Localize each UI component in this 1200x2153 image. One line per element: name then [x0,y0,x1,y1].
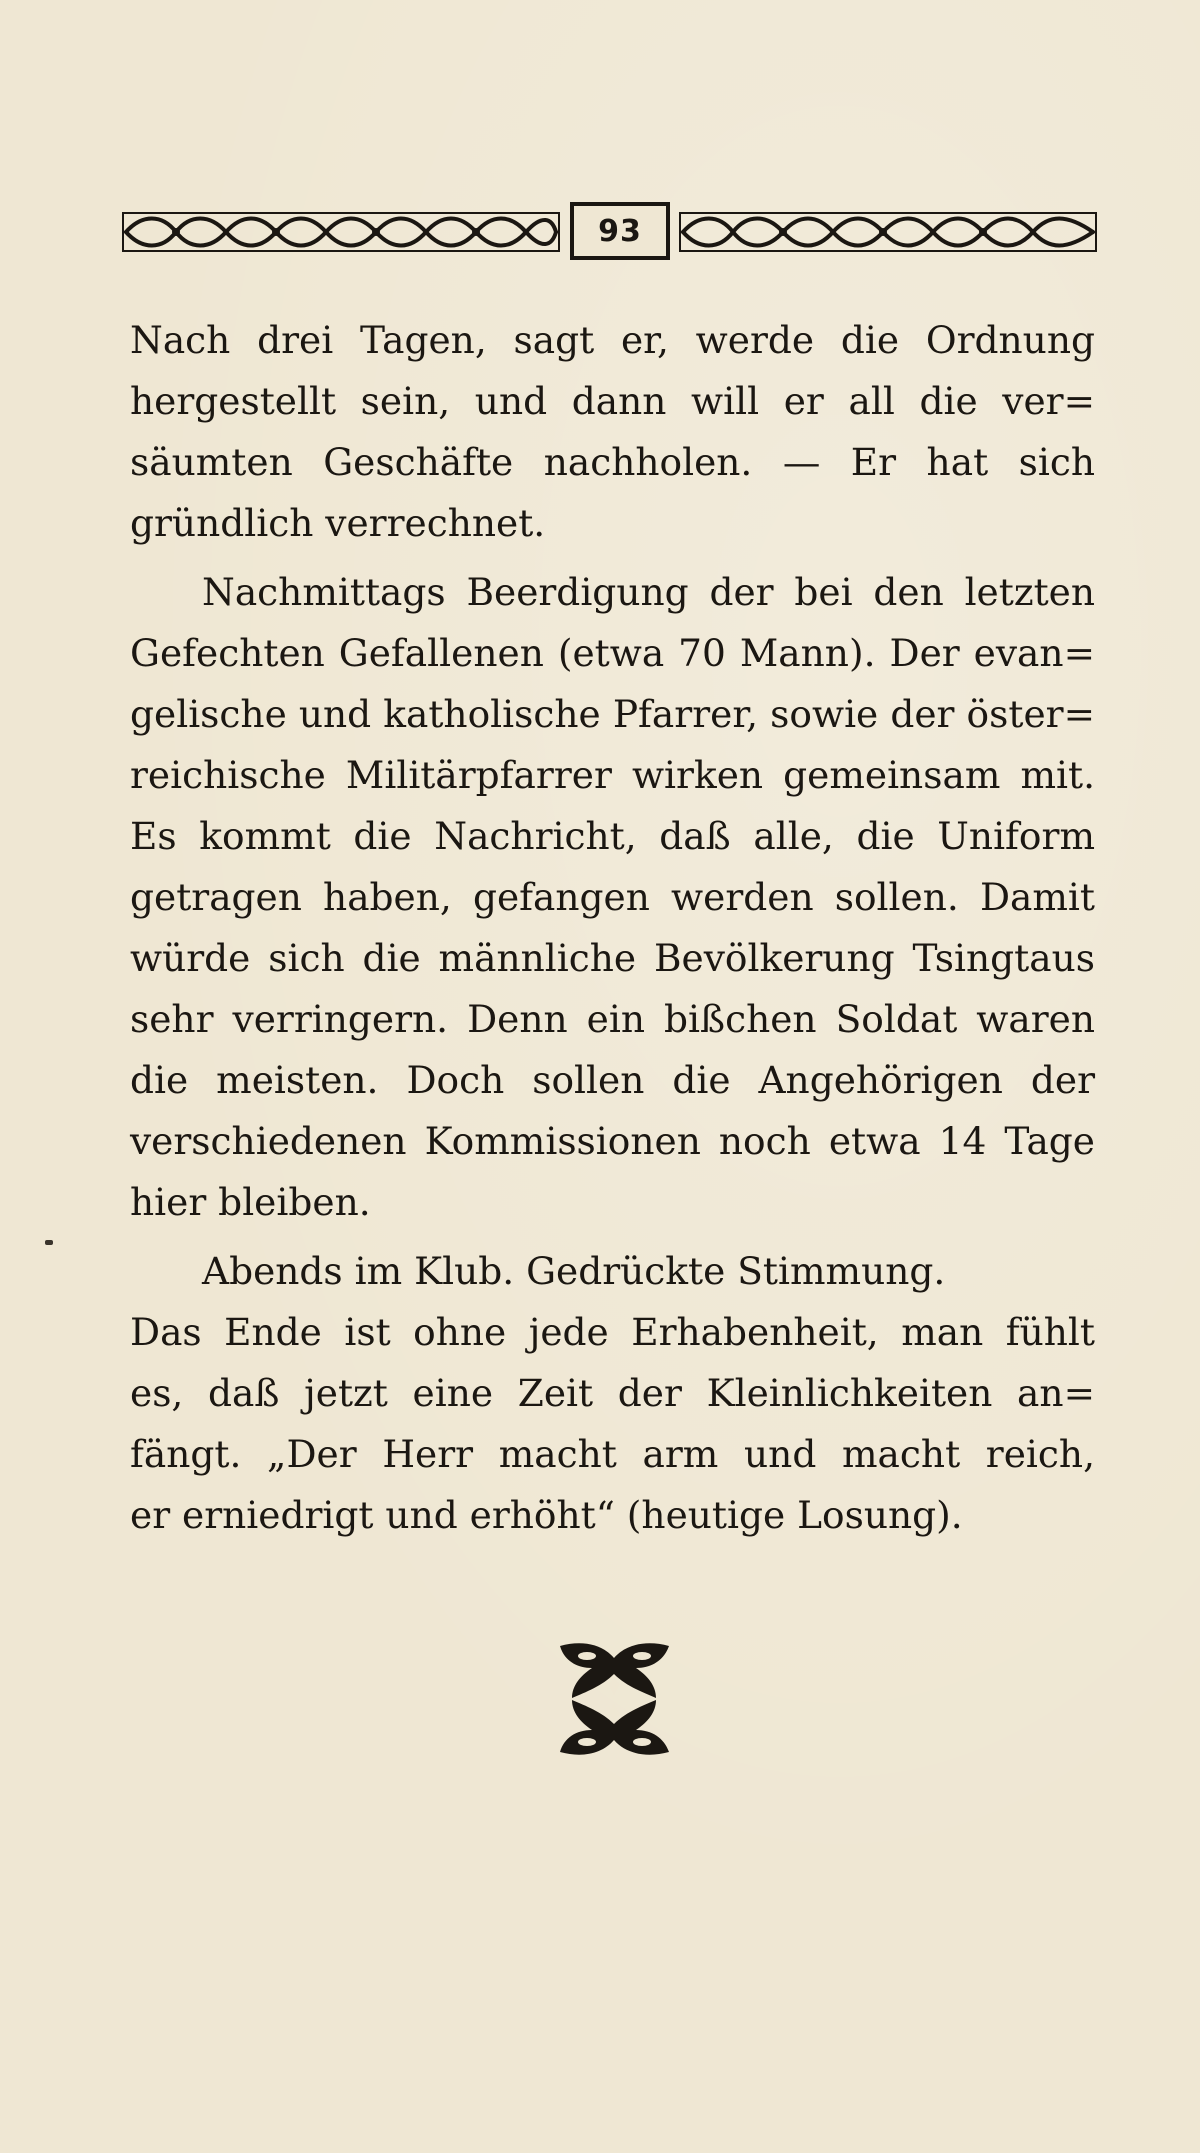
body-text [130,310,1095,1546]
text-line: gelische und katholische Pfarrer, sowie der öster= [130,692,1095,736]
paragraph-1 [130,310,1095,554]
ink-speck [45,1240,53,1245]
ornamental-border-icon [122,212,560,252]
paragraph-3 [130,1241,1095,1546]
text-line: Abends im Klub. Gedrückte Stimmung. [202,1249,946,1293]
text-line: Das Ende ist ohne jede Erhabenheit, man fühlt [130,1310,1095,1354]
text-line: Nach drei Tagen, sagt er, werde die Ordnung [130,318,1095,362]
text-line: sehr verringern. Denn ein bißchen Soldat waren [130,997,1095,1041]
text-line: Nachmittags Beerdigung der bei den letzten [202,570,1095,614]
text-line: es, daß jetzt eine Zeit der Kleinlichkeiten an= [130,1371,1095,1415]
text-line: Es kommt die Nachricht, daß alle, die Uniform [130,814,1095,858]
text-line: er erniedrigt und erhöht“ (heutige Losung). [130,1493,963,1537]
text-line: fängt. „Der Herr macht arm und macht reich, [130,1432,1095,1476]
text-line: die meisten. Doch sollen die Angehörigen der [130,1058,1095,1102]
text-line: reichische Militärpfarrer wirken gemeinsam mit. [130,753,1095,797]
text-line: Gefechten Gefallenen (etwa 70 Mann). Der evan= [130,631,1095,675]
text-line: verschiedenen Kommissionen noch etwa 14 Tage [130,1119,1095,1163]
floral-ornament-icon [552,1640,677,1758]
text-line: würde sich die männliche Bevölkerung Tsingtaus [130,936,1095,980]
text-line: hergestellt sein, und dann will er all die ver= [130,379,1095,423]
text-line: hier bleiben. [130,1180,371,1224]
text-line: gründlich verrechnet. [130,501,546,545]
page-header [122,198,1097,266]
paragraph-2 [130,562,1095,1233]
text-line: säumten Geschäfte nachholen. — Er hat sich [130,440,1095,484]
text-line: getragen haben, gefangen werden sollen. Damit [130,875,1095,919]
page-number: 93 [570,202,670,260]
ornamental-border-icon [679,212,1097,252]
